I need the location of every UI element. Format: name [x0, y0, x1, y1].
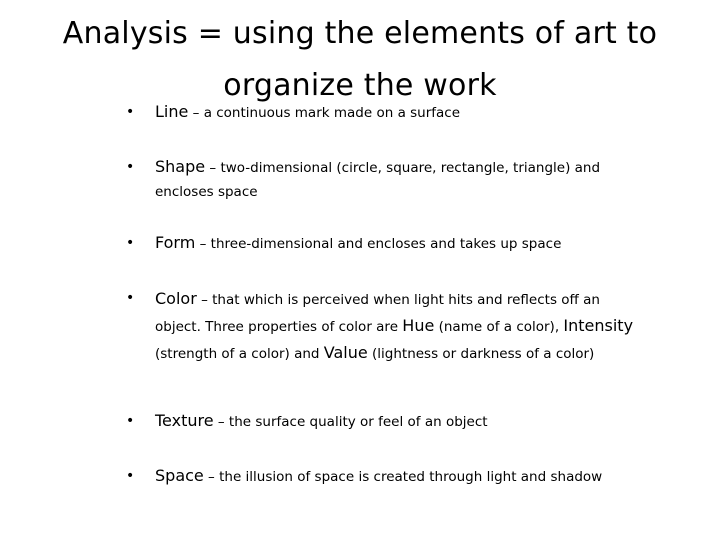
definition-line: a continuous mark made on a surface: [203, 105, 461, 121]
definition-color-part-a: that which is perceived when light hits and reflects off an object. Three properties of color are: [155, 292, 600, 335]
bullet-space: [126, 464, 645, 489]
definition-space: the illusion of space is created through light and shadow: [219, 469, 603, 485]
separator: –: [196, 292, 213, 308]
term-intensity: Intensity: [563, 316, 634, 335]
bullet-text: [155, 409, 645, 434]
bullet-form: [126, 231, 645, 256]
term-form: Form: [155, 233, 196, 252]
separator: –: [203, 469, 220, 485]
separator: –: [205, 160, 221, 176]
bullet-texture: [126, 409, 645, 434]
term-value: Value: [323, 343, 368, 362]
bullet-line: [126, 100, 645, 125]
definition-form: three-dimensional and encloses and takes up space: [210, 236, 562, 252]
definition-color-part-c: (strength of a color) and: [155, 346, 324, 362]
definition-color-part-d: (lightness or darkness of a color): [367, 346, 595, 362]
bullet-text: [155, 231, 645, 256]
separator: –: [188, 105, 204, 121]
bullet-text: [155, 100, 645, 125]
bullet-text: [155, 155, 645, 204]
term-line: Line: [155, 102, 189, 121]
bullet-marker: •: [126, 159, 135, 175]
definition-color-part-b: (name of a color),: [434, 319, 564, 335]
term-hue: Hue: [402, 316, 435, 335]
separator: –: [195, 236, 211, 252]
bullet-marker: •: [126, 104, 135, 120]
term-color: Color: [155, 289, 197, 308]
term-shape: Shape: [155, 157, 206, 176]
bullet-color: [126, 286, 645, 367]
bullet-text: [155, 464, 645, 489]
definition-shape: two-dimensional (circle, square, rectangle, triangle) and encloses space: [155, 160, 601, 200]
definition-texture: the surface quality or feel of an object: [228, 414, 488, 430]
term-space: Space: [155, 466, 204, 485]
bullet-text: [155, 286, 645, 367]
bullet-marker: •: [126, 468, 135, 484]
slide-title: Analysis = using the elements of art to organize the work: [62, 16, 658, 103]
bullet-shape: [126, 155, 645, 204]
bullet-marker: •: [126, 235, 135, 251]
separator: –: [213, 414, 229, 430]
term-texture: Texture: [155, 411, 214, 430]
bullet-marker: •: [126, 413, 135, 429]
bullet-marker: •: [126, 290, 135, 306]
